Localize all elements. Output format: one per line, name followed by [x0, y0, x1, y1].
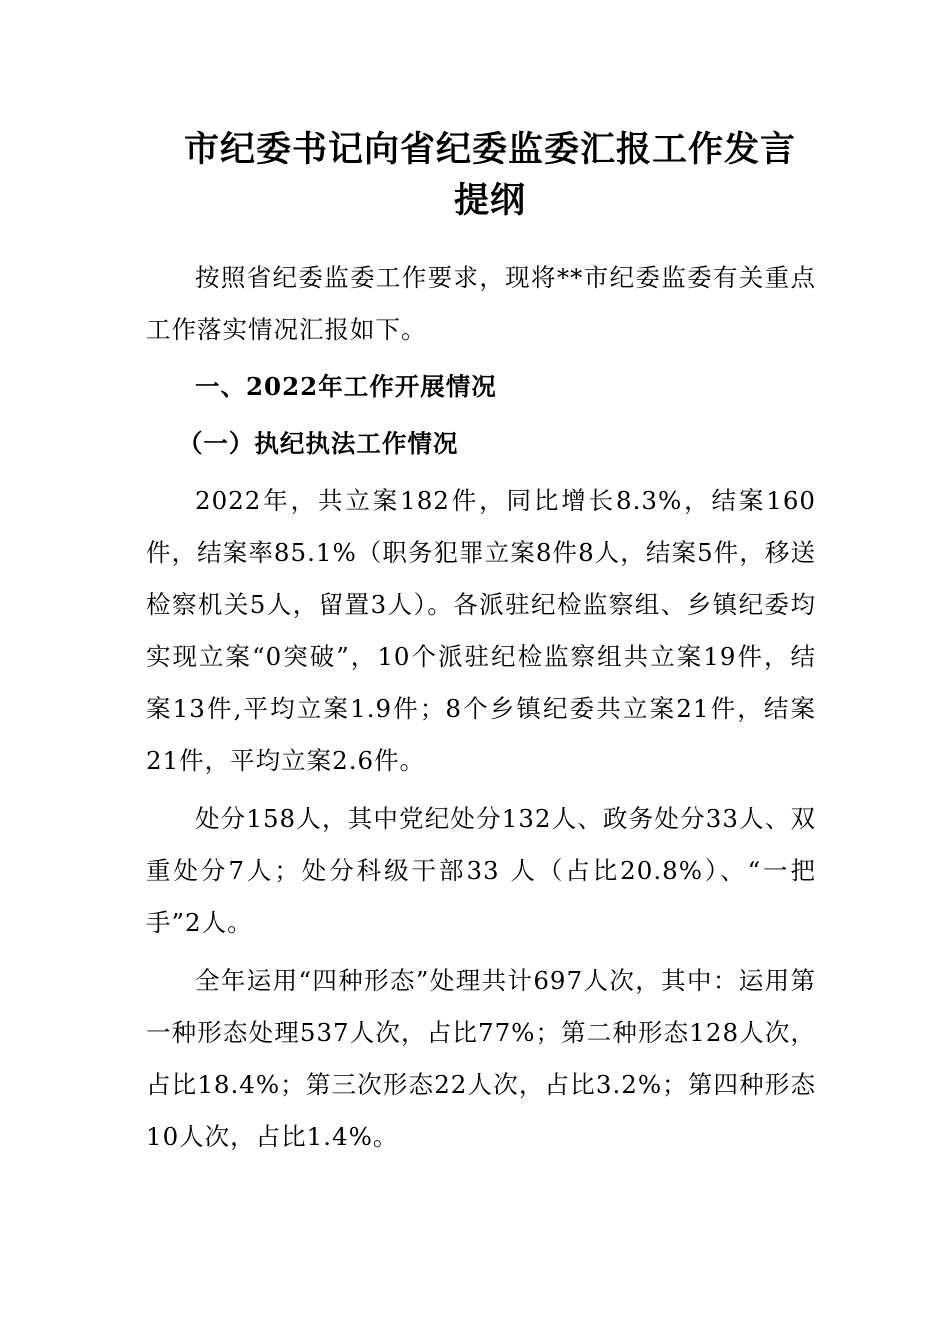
punishment-paragraph: 处分158人，其中党纪处分132人、政务处分33人、双重处分7人；处分科级干部33 人（占比20.8%）、“一把手”2人。	[146, 804, 816, 937]
document-body	[146, 252, 816, 1163]
cases-paragraph: 2022年，共立案182件，同比增长8.3%，结案160件，结案率85.1%（职务犯罪立案8件8人，结案5件，移送检察机关5人，留置3人）。各派驻纪检监察组、乡镇纪委均实现立案“0突破”，10个派驻纪检监察组共立案19件，结案13件,平均立案1.9件；8个乡镇纪委共立案21件，结案21件，平均立案2.6件。	[146, 486, 816, 775]
section-heading: 一、2022年工作开展情况	[195, 372, 497, 401]
document-title	[150, 124, 830, 226]
title-line-1: 市纪委书记向省纪委监委汇报工作发言	[183, 129, 796, 170]
four-forms-paragraph: 全年运用“四种形态”处理共计697人次，其中：运用第一种形态处理537人次，占比77%；第二种形态128人次，占比18.4%；第三次形态22人次，占比3.2%；第四种形态10人次，占比1.4%。	[146, 966, 816, 1151]
subsection-heading: （一）执纪执法工作情况	[177, 429, 459, 458]
intro-paragraph: 按照省纪委监委工作要求，现将**市纪委监委有关重点工作落实情况汇报如下。	[146, 263, 816, 344]
title-line-2: 提纲	[453, 180, 526, 221]
